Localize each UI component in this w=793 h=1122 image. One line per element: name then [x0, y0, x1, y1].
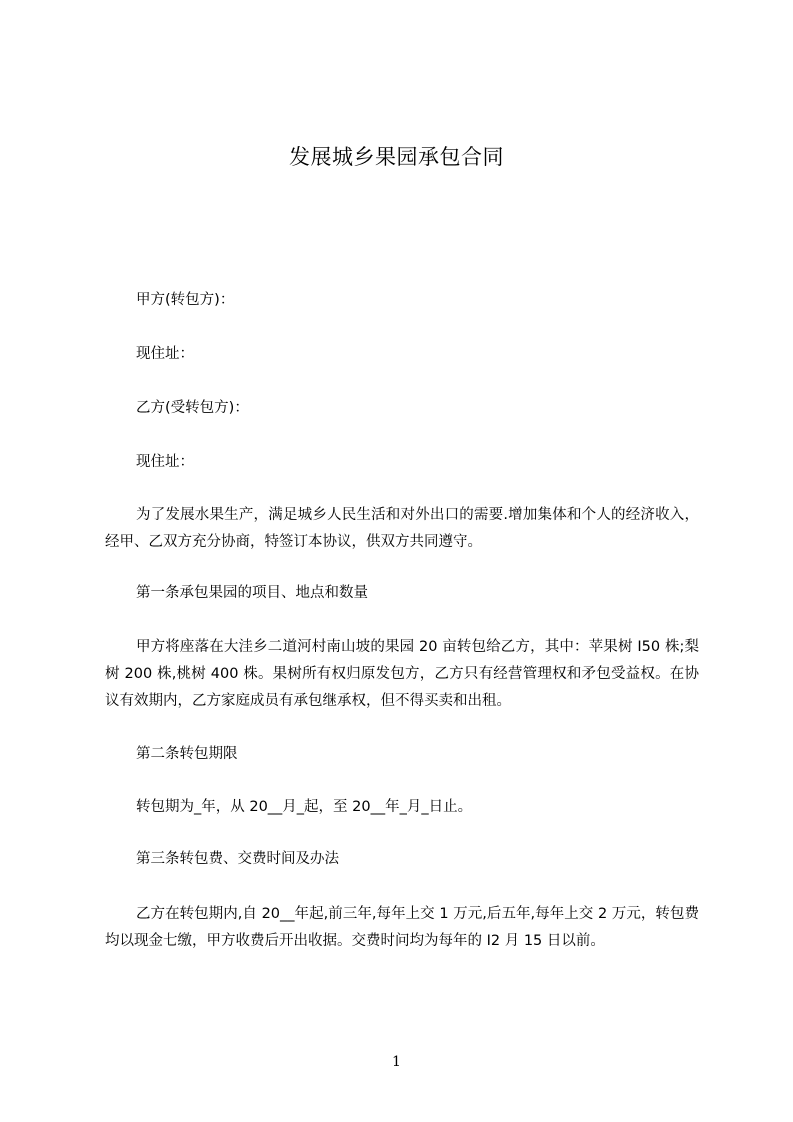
party-a-address-line: 现住址： [136, 346, 194, 362]
article1-paragraph: 甲方将座落在大洼乡二道河村南山坡的果园 20 亩转包给乙方，其中：苹果树 I50 株;梨树 200 株,桃树 400 株。果树所有权归原发包方，乙方只有经营管理权和矛包受益权。在协议有效期内，乙方家庭成员有承包继承权，但不得买卖和出租。 [105, 639, 699, 709]
document-title: 发展城乡果园承包合同 [289, 145, 504, 169]
page-number: 1 [392, 1054, 401, 1070]
article2-heading: 第二条转包期限 [136, 746, 238, 762]
article3-paragraph: 乙方在转包期内,自 20__年起,前三年,每年上交 1 万元,后五年,每年上交 2 万元，转包费均以现金七缴，甲方收费后开出收据。交费时问均为每年的 I2 月 15 日以前。 [105, 906, 699, 949]
article2-paragraph: 转包期为_年，从 20__月_起，至 20__年_月_日止。 [136, 799, 473, 815]
article3-heading: 第三条转包费、交费时间及办法 [136, 851, 339, 867]
party-b-line: 乙方(受转包方)： [136, 400, 249, 416]
party-b-address-line: 现住址： [136, 454, 194, 470]
preamble-paragraph: 为了发展水果生产，满足城乡人民生活和对外出口的需要.增加集体和个人的经济收入，经甲、乙双方充分协商，特签订本协议，供双方共同遵守。 [105, 507, 699, 550]
party-a-line: 甲方(转包方)： [136, 292, 235, 308]
article1-heading: 第一条承包果园的项目、地点和数量 [136, 585, 368, 601]
